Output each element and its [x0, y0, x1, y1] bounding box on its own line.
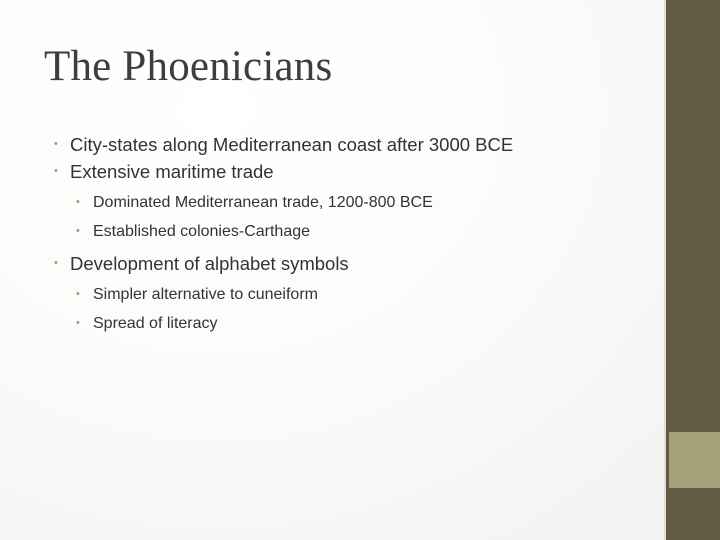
- bullet-icon: •: [76, 225, 80, 237]
- bullet-icon: •: [54, 138, 58, 150]
- bullet-text: Development of alphabet symbols: [70, 253, 349, 274]
- sidebar-accent-block: [669, 432, 720, 488]
- sub-bullet-text: Spread of literacy: [93, 315, 218, 332]
- slide-title: The Phoenicians: [44, 43, 333, 90]
- bullet-icon: •: [76, 317, 80, 329]
- bullet-icon: •: [54, 257, 58, 269]
- bullet-item: [52, 250, 652, 277]
- bullet-list: [52, 131, 652, 338]
- sub-bullet-text: Established colonies-Carthage: [93, 223, 311, 240]
- sub-bullet-text: Dominated Mediterranean trade, 1200-800 BCE: [93, 194, 433, 211]
- sub-bullet-item: [52, 188, 652, 217]
- bullet-icon: •: [76, 288, 80, 300]
- bullet-icon: •: [54, 165, 58, 177]
- bullet-item: [52, 131, 652, 158]
- bullet-icon: •: [76, 196, 80, 208]
- bullet-item: [52, 158, 652, 185]
- sub-bullet-text: Simpler alternative to cuneiform: [93, 286, 318, 303]
- sub-bullet-item: [52, 217, 652, 246]
- sub-bullet-item: [52, 280, 652, 309]
- sub-bullet-item: [52, 309, 652, 338]
- bullet-text: Extensive maritime trade: [70, 161, 274, 182]
- bullet-text: City-states along Mediterranean coast after 3000 BCE: [70, 134, 514, 155]
